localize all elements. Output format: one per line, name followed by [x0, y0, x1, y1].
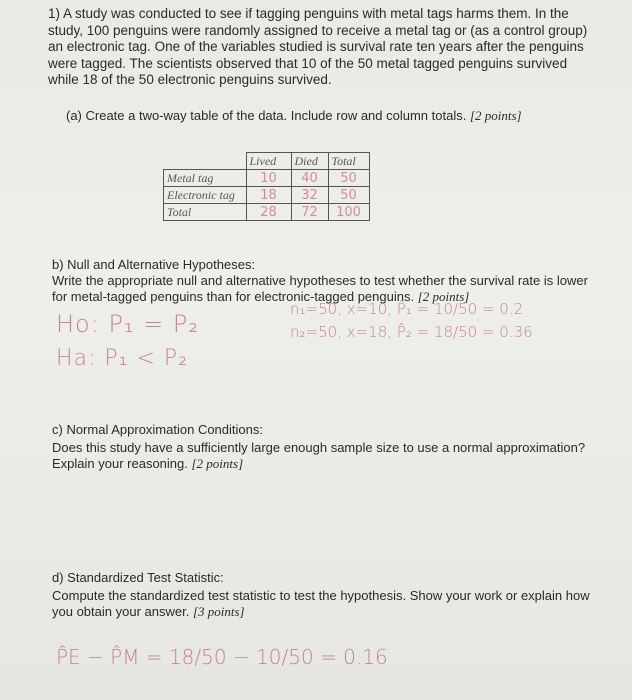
handwritten-alt-hypothesis: Ha: P₁ < P₂	[56, 346, 189, 371]
row-label: Metal tag	[164, 170, 247, 187]
table-row	[164, 170, 370, 187]
table-header: Died	[291, 153, 328, 170]
part-c-title: c) Normal Approximation Conditions:	[52, 422, 263, 437]
part-b-points: [2 points]	[417, 289, 470, 304]
part-b-text: Write the appropriate null and alternative hypotheses to test whether the survival rate is lower for metal-tagged penguins than for electronic-tagged penguins.	[52, 273, 588, 304]
question-intro: 1) A study was conducted to see if tagging penguins with metal tags harms them. In the study, 100 penguins were randomly assigned to receive a metal tag or (as a control group) an electronic tag. One of the variables studied is survival rate ten years after the penguins were tagged. The scientists observed that 10 of the 50 metal tagged penguins survived while 18 of the 50 electronic penguins survived.	[48, 6, 588, 87]
table-cell: 40	[291, 170, 328, 187]
handwritten-sample-1: n₁=50, x=10, P̂₁ = 10/50 = 0.2	[290, 300, 524, 318]
part-a-text: (a) Create a two-way table of the data. Include row and column totals.	[66, 108, 467, 123]
part-c-points: [2 points]	[191, 456, 244, 471]
table-row	[164, 204, 370, 221]
table-header: Total	[328, 153, 369, 170]
table-header-row	[164, 153, 370, 170]
part-a-points: [2 points]	[469, 108, 522, 123]
table-header: Lived	[246, 153, 291, 170]
table-cell: 32	[291, 187, 328, 204]
table-cell: 50	[328, 170, 369, 187]
table-cell: 28	[246, 204, 291, 221]
part-b-title: b) Null and Alternative Hypotheses:	[52, 257, 256, 272]
two-way-table	[163, 152, 370, 221]
table-corner	[164, 153, 247, 170]
part-c-text: Does this study have a sufficiently large enough sample size to use a normal approximation? Explain your reasoning.	[52, 440, 586, 471]
table-cell: 10	[246, 170, 291, 187]
part-d-title: d) Standardized Test Statistic:	[52, 570, 224, 585]
handwritten-sample-2: n₂=50, x=18, P̂₂ = 18/50 = 0.36	[290, 323, 533, 341]
part-a-prompt	[66, 108, 522, 124]
table-row	[164, 187, 370, 204]
part-d-prompt	[52, 588, 612, 620]
part-c-prompt	[52, 440, 597, 472]
handwritten-null-hypothesis: Ho: P₁ = P₂	[56, 310, 199, 338]
table-cell: 100	[328, 204, 369, 221]
table-cell: 72	[291, 204, 328, 221]
table-cell: 50	[328, 187, 369, 204]
part-d-points: [3 points]	[192, 604, 245, 619]
part-d-text: Compute the standardized test statistic to test the hypothesis. Show your work or explain how you obtain your answer.	[52, 588, 590, 619]
handwritten-test-statistic: P̂E − P̂M = 18/50 − 10/50 = 0.16	[56, 645, 388, 669]
table-cell: 18	[246, 187, 291, 204]
row-label: Electronic tag	[164, 187, 247, 204]
row-label: Total	[164, 204, 247, 221]
